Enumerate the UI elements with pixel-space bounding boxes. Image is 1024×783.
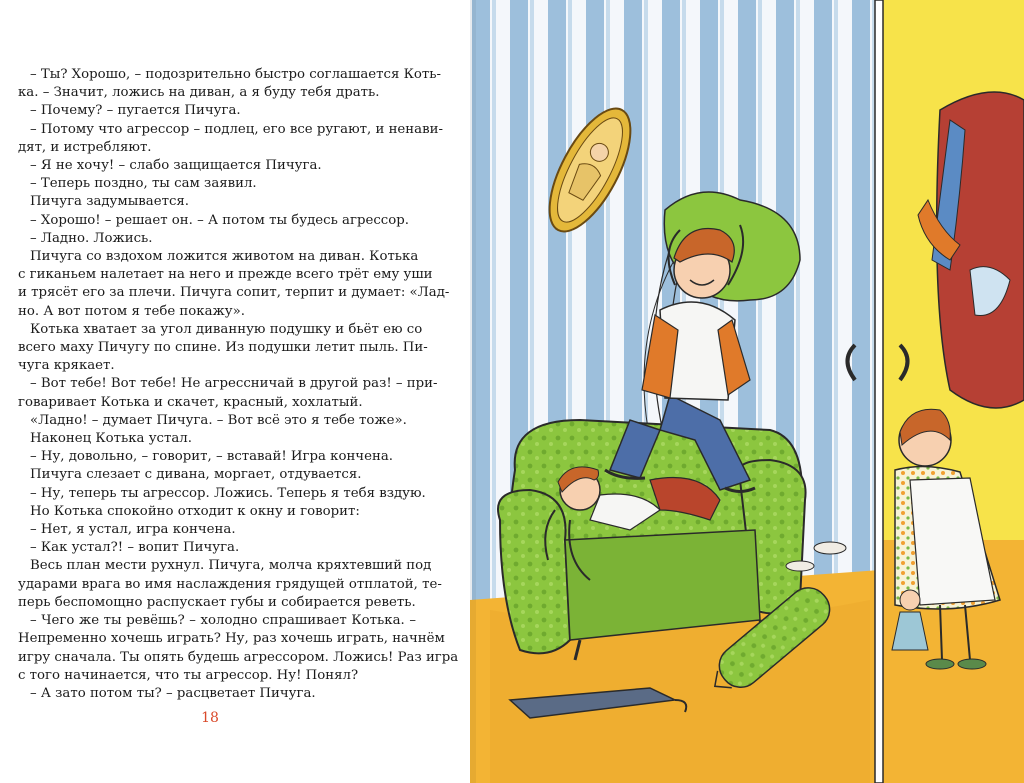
page-number: 18 (201, 710, 219, 726)
text-line: – Нет, я устал, игра кончена. (30, 522, 236, 538)
text-line: говаривает Котька и скачет, красный, хохлатый. (18, 394, 363, 410)
text-line: Пичуга задумывается. (30, 194, 190, 210)
text-line: Пичуга со вздохом ложится животом на диван. Котька (30, 249, 419, 265)
text-line: ударами врага во имя наслаждения грядущей отплатой, те- (18, 576, 442, 592)
paragraph (6, 466, 416, 484)
text-line: с того начинается, что ты агрессор. Ну! Понял? (18, 667, 359, 683)
text-line: – Потому что агрессор – подлец, его все ругают, и ненави- (30, 121, 443, 137)
illustration-art (470, 0, 1024, 783)
paragraph (6, 193, 416, 211)
text-line: – Ну, довольно, – говорит, – вставай! Игра кончена. (30, 449, 393, 465)
text-line: Наконец Котька устал. (30, 431, 192, 447)
paragraph (6, 539, 416, 557)
text-line: и трясёт его за плечи. Пичуга сопит, терпит и думает: «Лад- (18, 285, 450, 301)
text-line: Непременно хочешь играть? Ну, раз хочешь играть, начнём (18, 631, 445, 647)
paragraph (6, 375, 438, 411)
text-line: – Вот тебе! Вот тебе! Не агрессничай в другой раз! – при- (30, 376, 438, 392)
paragraph (6, 321, 428, 376)
text-line: чуга крякает. (18, 358, 115, 374)
paragraph (6, 412, 416, 430)
story-text (6, 66, 459, 703)
text-line: Весь план мести рухнул. Пичуга, молча кряхтевший под (30, 558, 432, 574)
paragraph (6, 121, 443, 157)
illustration (470, 0, 1024, 783)
text-line: Котька хватает за угол диванную подушку и бьёт ею со (30, 321, 423, 337)
text-line: – Как устал?! – вопит Пичуга. (30, 540, 240, 556)
paragraph (6, 430, 416, 448)
text-line: перь беспомощно распускает губы и собирается реветь. (18, 594, 416, 610)
paragraph (6, 66, 441, 102)
paragraph (6, 685, 416, 703)
paragraph (6, 557, 442, 612)
paragraph (6, 230, 416, 248)
paragraph (6, 612, 459, 685)
text-line: Но Котька спокойно отходит к окну и говорит: (30, 503, 360, 519)
text-line: Пичуга слезает с дивана, моргает, отдувается. (30, 467, 362, 483)
text-line: – Чего же ты ревёшь? – холодно спрашивает Котька. – (30, 613, 416, 629)
text-line: игру сначала. Ты опять будешь агрессором. Ложись! Раз игра (18, 649, 459, 665)
paragraph (6, 485, 426, 503)
paragraph (6, 175, 416, 193)
paragraph (6, 102, 416, 120)
paragraph (6, 157, 416, 175)
paragraph (6, 521, 416, 539)
text-line: – Теперь поздно, ты сам заявил. (30, 176, 257, 192)
text-line: – Ну, теперь ты агрессор. Ложись. Теперь я тебя вздую. (30, 485, 426, 501)
text-line: – Ты? Хорошо, – подозрительно быстро соглашается Коть- (30, 67, 441, 82)
text-page (0, 0, 470, 783)
text-line: – Я не хочу! – слабо защищается Пичуга. (30, 158, 322, 174)
paragraph (6, 503, 416, 521)
text-line: дят, и истребляют. (18, 139, 152, 155)
text-line: «Ладно! – думает Пичуга. – Вот всё это я тебе тоже». (30, 412, 407, 428)
text-line: ка. – Значит, ложись на диван, а я буду тебя драть. (18, 85, 380, 101)
paragraph (6, 448, 416, 466)
text-line: – А зато потом ты? – расцветает Пичуга. (30, 685, 316, 701)
text-line: с гиканьем налетает на него и прежде всего трёт ему уши (18, 267, 433, 283)
paragraph (6, 212, 416, 230)
text-line: – Ладно. Ложись. (30, 230, 153, 246)
paragraph (6, 248, 450, 321)
text-line: всего маху Пичугу по спине. Из подушки летит пыль. Пи- (18, 340, 428, 356)
text-line: – Почему? – пугается Пичуга. (30, 103, 241, 119)
text-line: – Хорошо! – решает он. – А потом ты будесь агрессор. (30, 212, 409, 228)
door-frame (875, 0, 883, 783)
text-line: но. А вот потом я тебе покажу». (18, 303, 245, 319)
slipper (814, 542, 846, 554)
